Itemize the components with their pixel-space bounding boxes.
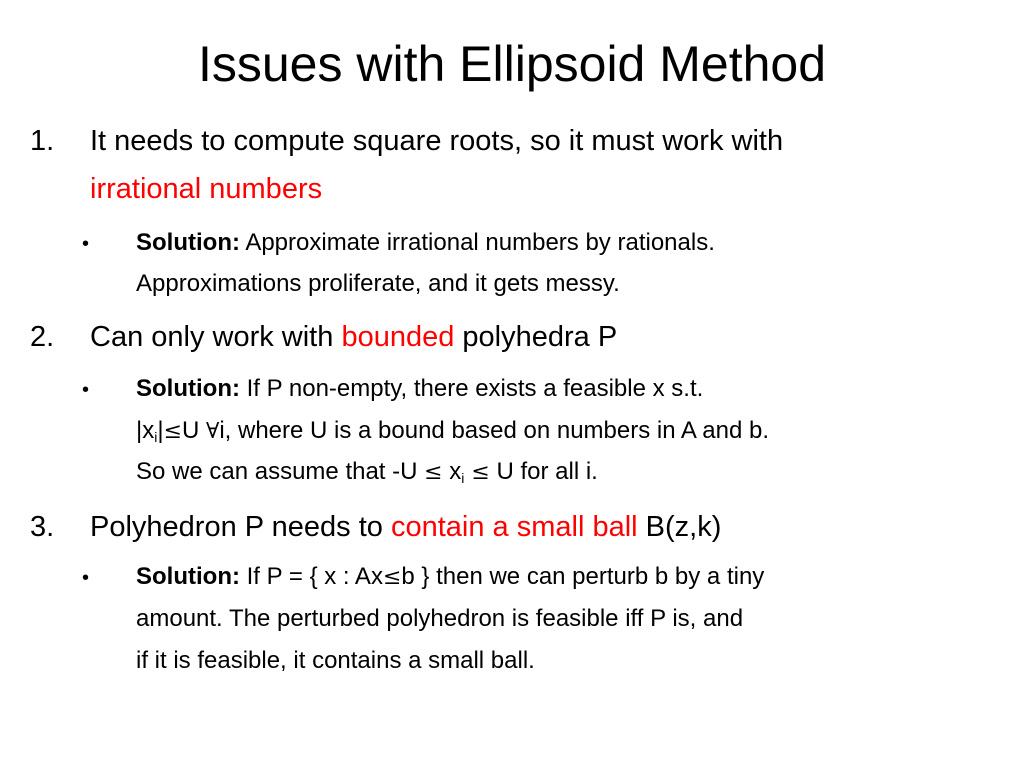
math-text: U for all i. <box>489 458 598 485</box>
solution-text: If P = { x : Ax <box>246 563 383 590</box>
solution-2-line3 <box>136 451 598 499</box>
solution-3-line2: amount. The perturbed polyhedron is feasible iff P is, and <box>136 605 744 632</box>
math-text: | <box>157 417 164 444</box>
leq-symbol: ≤ <box>464 460 490 485</box>
solution-label: Solution: <box>136 229 240 256</box>
solution-label: Solution: <box>136 563 240 590</box>
solution-2 <box>82 368 703 411</box>
list-item-2 <box>30 316 617 358</box>
math-text: U <box>182 417 207 444</box>
leq-symbol: ≤ <box>424 460 443 485</box>
item-text-emphasis: bounded <box>341 321 455 353</box>
list-item-3 <box>30 506 721 548</box>
math-text: i, where U is a bound based on numbers in A and b. <box>219 417 770 444</box>
bullet-icon: • <box>82 233 90 255</box>
solution-text: If P non-empty, there exists a feasible x s.t. <box>246 375 704 402</box>
bullet-icon: • <box>82 379 90 401</box>
item-text: It needs to compute square roots, so it must work with <box>90 125 784 157</box>
subscript: i <box>461 470 465 486</box>
math-text: x <box>442 458 462 485</box>
leq-symbol: ≤ <box>163 419 183 444</box>
solution-3 <box>82 556 764 599</box>
solution-label: Solution: <box>136 375 240 402</box>
bullet-icon: • <box>82 567 90 589</box>
solution-3-line3: if it is feasible, it contains a small ball. <box>136 647 535 674</box>
item-number: 3. <box>30 511 55 543</box>
item-text-pre: Can only work with <box>90 321 342 353</box>
math-text: |x <box>136 417 155 444</box>
item-text-emphasis: contain a small ball <box>390 511 638 543</box>
item-text-post: B(z,k) <box>637 511 722 543</box>
slide-title: Issues with Ellipsoid Method <box>197 36 827 92</box>
list-item-1 <box>30 120 783 162</box>
item-text-pre: Polyhedron P needs to <box>90 511 391 543</box>
solution-text: Approximate irrational numbers by rationals. <box>245 229 715 256</box>
subscript: i <box>154 429 158 445</box>
item-number: 2. <box>30 321 55 353</box>
solution-1-line2: Approximations proliferate, and it gets messy. <box>136 270 620 297</box>
solution-text: b } then we can perturb b by a tiny <box>401 563 765 590</box>
leq-symbol: ≤ <box>382 565 402 590</box>
solution-1 <box>82 222 715 265</box>
forall-symbol: ∀ <box>206 419 220 444</box>
item-number: 1. <box>30 125 55 157</box>
math-text: So we can assume that -U <box>136 458 425 485</box>
item-text-post: polyhedra P <box>454 321 618 353</box>
item-1-emphasis: irrational numbers <box>90 173 323 205</box>
